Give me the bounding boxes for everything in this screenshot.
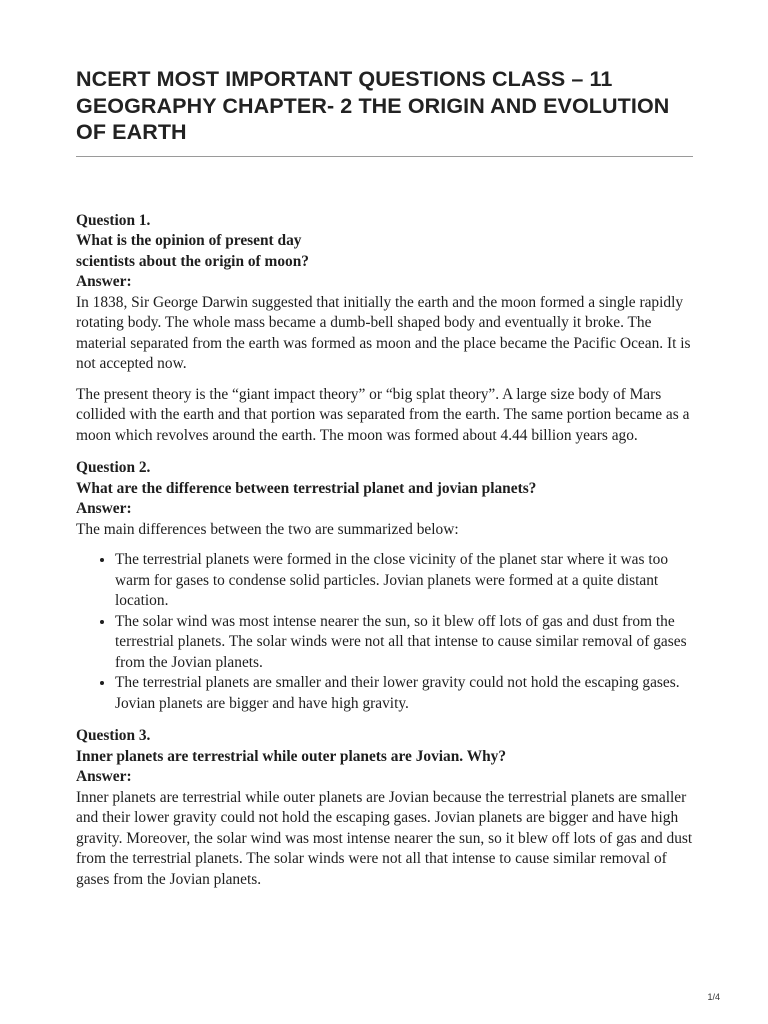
answer-label: Answer: bbox=[76, 500, 132, 517]
document-page bbox=[76, 66, 694, 902]
answer-paragraph: Inner planets are terrestrial while outer planets are Jovian because the terrestrial planets are smaller and their lower gravity could not hold the escaping gases. Jovian planets are bigger and have high gravity. Moreover, the solar wind was most intense nearer the sun, so it blew off lots of gas and dust from the terrestrial planets. The solar winds were not all that intense to cause similar removal of gases from the Jovian planets. bbox=[76, 788, 693, 888]
question-block-3 bbox=[76, 726, 694, 890]
answer-label: Answer: bbox=[76, 768, 132, 785]
question-block-1 bbox=[76, 211, 694, 447]
question-block-2 bbox=[76, 458, 694, 714]
question-text-line-2: scientists about the origin of moon? bbox=[76, 252, 310, 270]
answer-paragraph: In 1838, Sir George Darwin suggested that initially the earth and the moon formed a single rapidly rotating body. The whole mass became a dumb-bell shaped body and eventually it broke. The material separated from the earth was formed as moon and the place became the Pacific Ocean. It is not accepted now. bbox=[76, 293, 691, 372]
question-label: Question 2. bbox=[76, 459, 151, 476]
title-divider bbox=[76, 156, 693, 157]
answer-label: Answer: bbox=[76, 273, 132, 290]
list-item: • The solar wind was most intense nearer the sun, so it blew off lots of gas and dust from the terrestrial planets. The solar winds were not all that intense to cause similar removal of gases from the Jovian planets. bbox=[115, 612, 694, 674]
question-text-line-1: What is the opinion of present day bbox=[76, 232, 302, 249]
question-text: Inner planets are terrestrial while outer planets are Jovian. Why? bbox=[76, 747, 507, 765]
page-number: 1/4 bbox=[707, 992, 720, 1002]
list-item: • The terrestrial planets were formed in the close vicinity of the planet star where it was too warm for gases to condense solid particles. Jovian planets were formed at a quite distant location. bbox=[115, 550, 694, 612]
question-label: Question 1. bbox=[76, 211, 151, 229]
question-label: Question 3. bbox=[76, 727, 151, 744]
answer-paragraph: The present theory is the “giant impact theory” or “big splat theory”. A large size body of Mars collided with the earth and that portion was separated from the earth. The same portion became as a moon which revolves around the earth. The moon was formed about 4.44 billion years ago. bbox=[76, 385, 690, 444]
page-title: NCERT MOST IMPORTANT QUESTIONS CLASS – 11 GEOGRAPHY CHAPTER- 2 THE ORIGIN AND EVOLUTION OF EARTH bbox=[76, 67, 670, 144]
answer-intro: The main differences between the two are summarized below: bbox=[76, 520, 459, 538]
question-text: What are the difference between terrestrial planet and jovian planets? bbox=[76, 479, 537, 497]
document-body bbox=[76, 211, 694, 891]
bullet-list bbox=[76, 550, 694, 714]
list-item: • The terrestrial planets are smaller and their lower gravity could not hold the escaping gases. Jovian planets are bigger and have high gravity. bbox=[115, 673, 694, 714]
